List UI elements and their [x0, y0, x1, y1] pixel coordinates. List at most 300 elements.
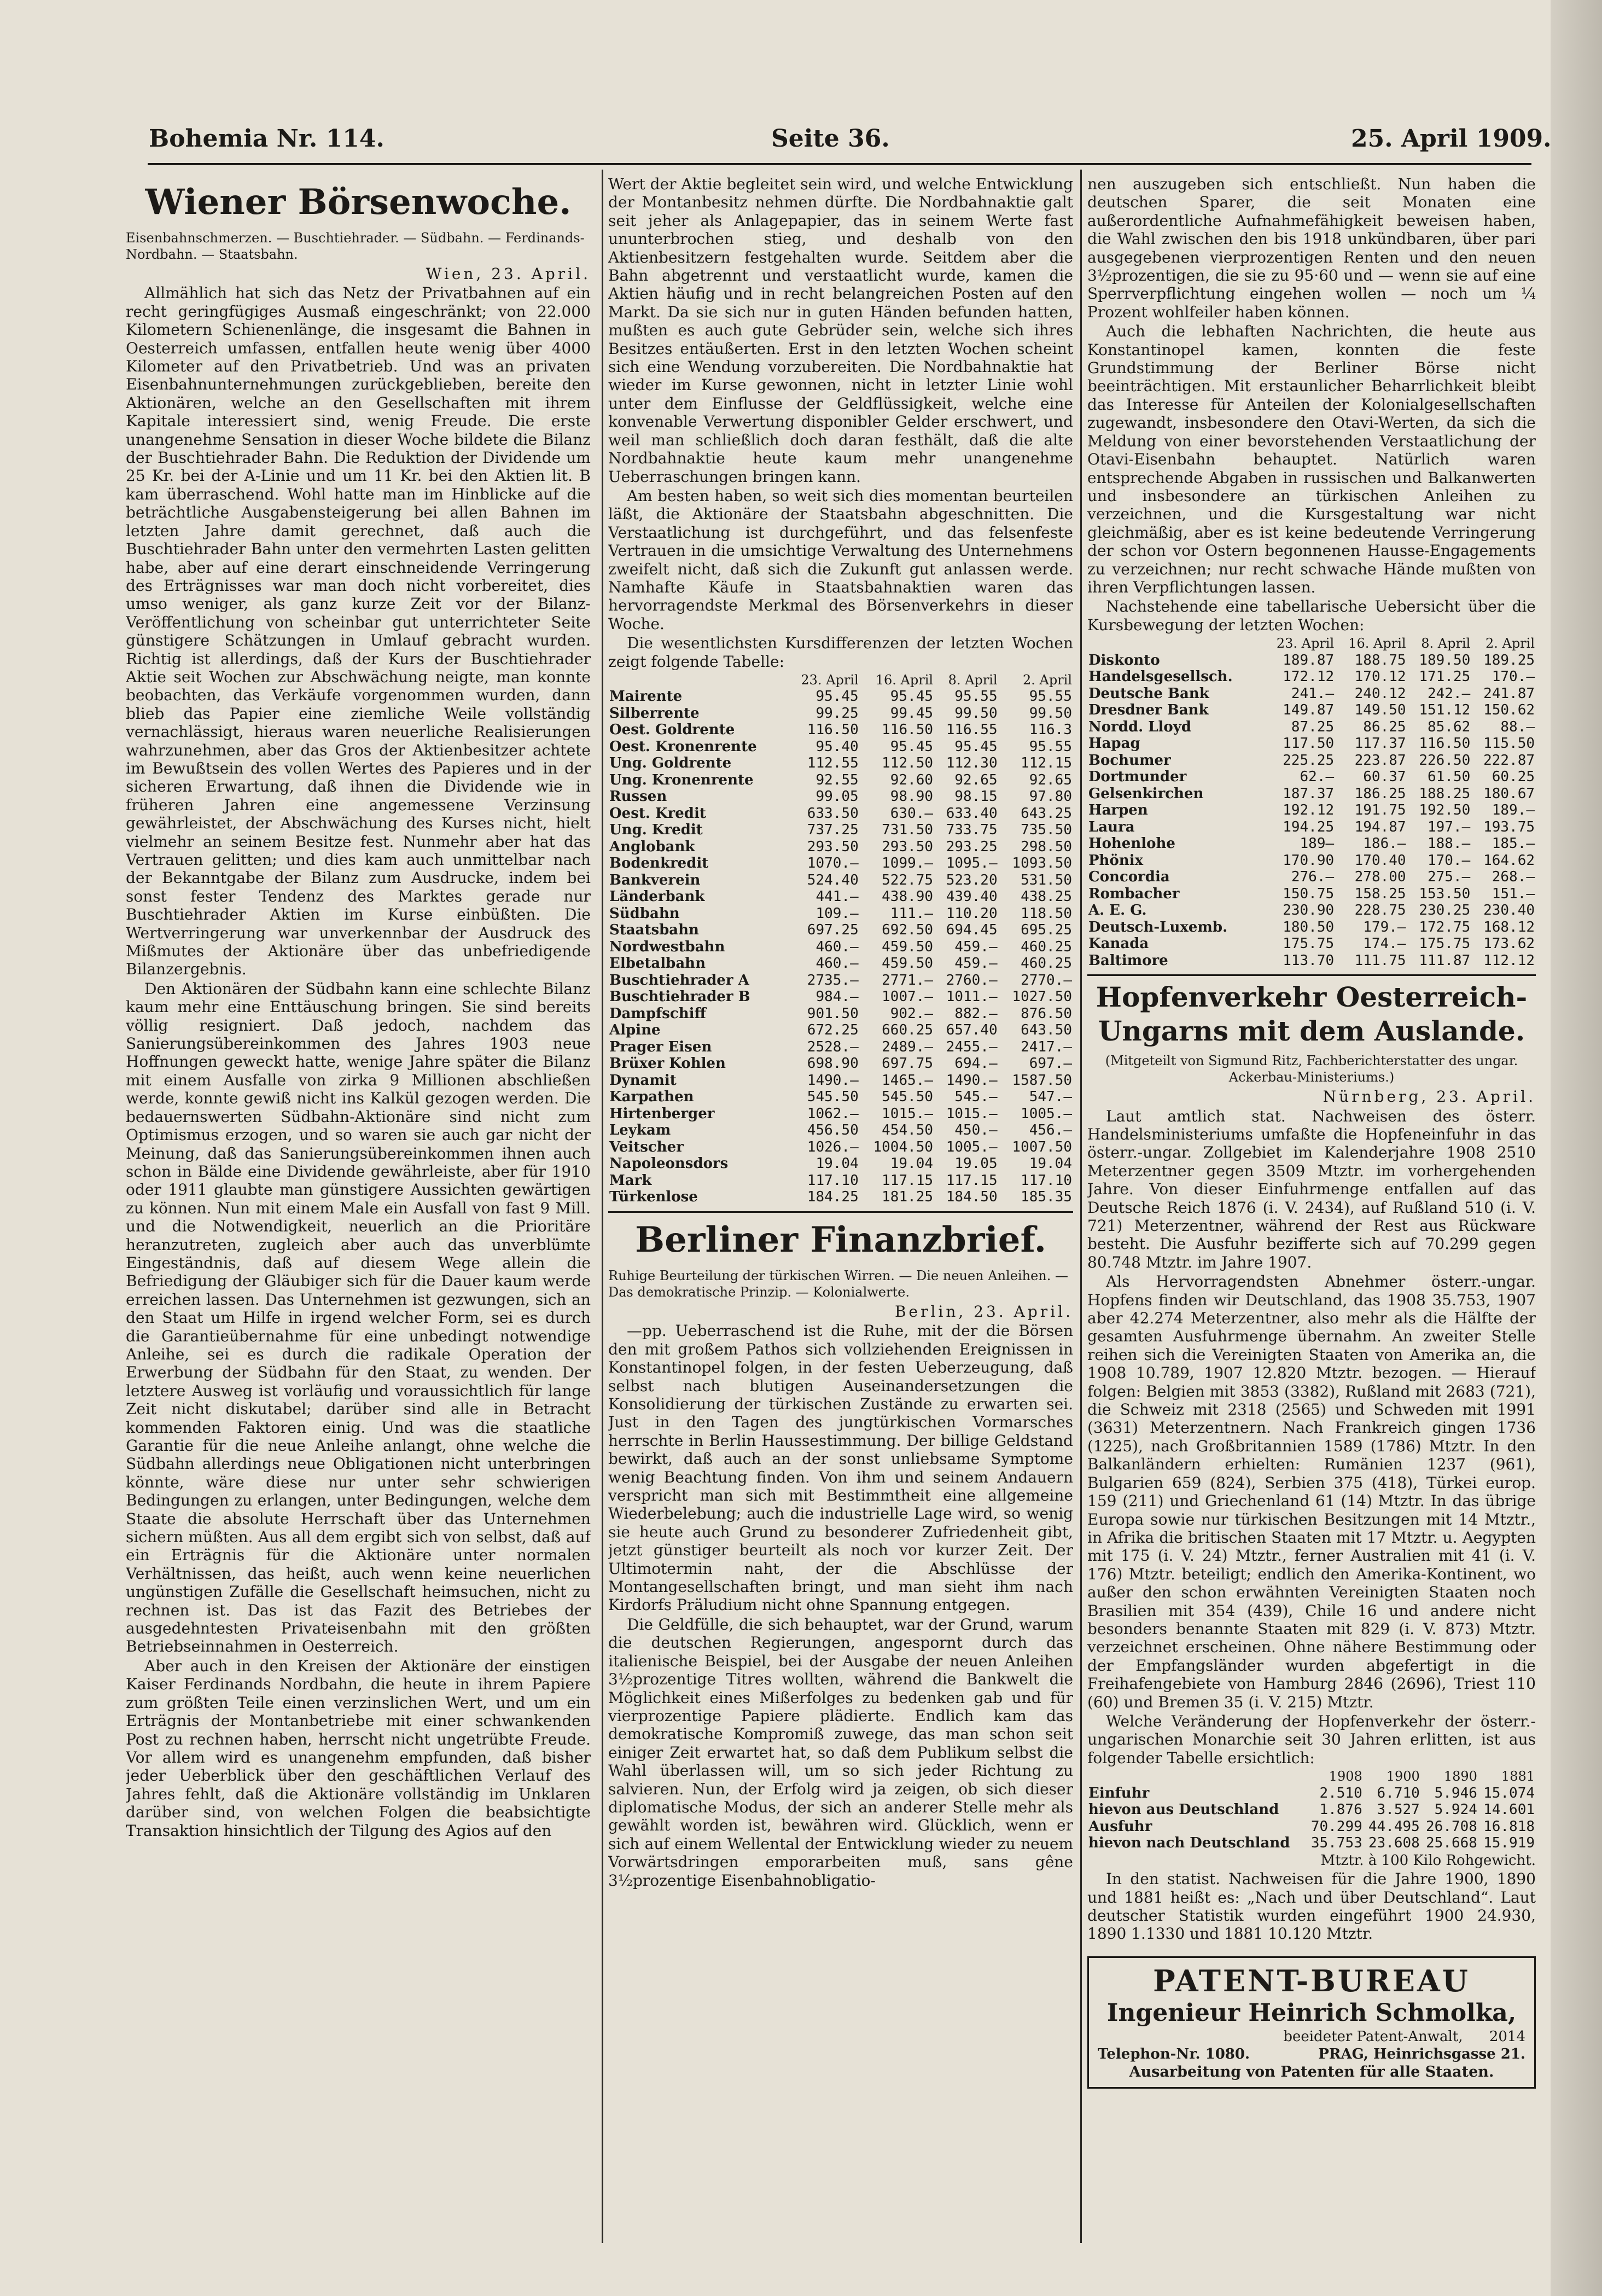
price-cell: 697.25 — [807, 922, 859, 939]
price-cell: 113.70 — [1283, 952, 1335, 969]
table-header-cell: 23. April — [801, 672, 859, 688]
security-name: Kanada — [1088, 935, 1149, 952]
table-row — [608, 1172, 1073, 1189]
price-cell: 293.50 — [807, 838, 859, 855]
security-name: Türkenlose — [609, 1189, 698, 1206]
table-row — [608, 739, 1073, 755]
price-cell: 460.25 — [1021, 938, 1072, 955]
table-header-cell: 8. April — [1421, 636, 1471, 652]
price-cell: 95.45 — [954, 738, 998, 755]
price-cell: 150.62 — [1483, 702, 1535, 719]
price-cell: 1015.— — [946, 1105, 998, 1122]
price-cell: 523.20 — [946, 871, 998, 888]
price-cell: 5.924 — [1434, 1801, 1477, 1818]
price-cell: 97.80 — [1029, 788, 1072, 805]
price-cell: 450.— — [954, 1122, 998, 1139]
security-name: Alpine — [609, 1022, 661, 1039]
article-headline: Hopfenverkehr Oesterreich-Ungarns mit dem Auslande. — [1096, 981, 1528, 1048]
price-cell: 228.75 — [1354, 902, 1406, 919]
table-row — [1087, 685, 1536, 702]
table-row — [608, 755, 1073, 772]
security-name: Buschtiehrader A — [609, 972, 749, 989]
price-cell: 19.04 — [890, 1155, 934, 1172]
price-cell: 189.50 — [1419, 652, 1471, 669]
price-cell: 242.— — [1427, 685, 1471, 702]
price-cell: 657.40 — [946, 1022, 998, 1039]
table-header-cell — [1087, 635, 1263, 652]
security-name: Deutsche Bank — [1088, 685, 1209, 702]
price-cell: 16.818 — [1483, 1818, 1535, 1835]
table-row — [1087, 902, 1536, 919]
price-cell: 188.25 — [1419, 785, 1471, 802]
price-cell: 1007.— — [882, 989, 934, 1005]
price-cell: 92.60 — [890, 771, 934, 788]
price-cell: 111.— — [890, 905, 934, 922]
security-name: Hapag — [1088, 735, 1140, 752]
price-cell: 117.37 — [1354, 735, 1406, 752]
ad-subtitle — [1098, 2028, 1525, 2045]
security-name: Anglobank — [609, 838, 695, 855]
price-cell: 85.62 — [1427, 718, 1471, 735]
price-cell: 643.25 — [1021, 805, 1072, 822]
security-name: Elbetalbahn — [609, 955, 706, 972]
price-cell: 1062.— — [807, 1105, 859, 1122]
price-cell: 92.65 — [1029, 771, 1072, 788]
table-row — [1087, 835, 1536, 852]
table-row — [1087, 869, 1536, 886]
price-cell: 460.25 — [1021, 955, 1072, 972]
security-name: Buschtiehrader B — [609, 989, 750, 1005]
price-cell: 226.50 — [1419, 752, 1471, 769]
table-row — [1087, 1818, 1536, 1835]
price-cell: 694.45 — [946, 922, 998, 939]
price-cell: 1027.50 — [1012, 989, 1072, 1005]
price-cell: 223.87 — [1354, 752, 1406, 769]
price-cell: 92.55 — [815, 771, 859, 788]
security-name: Ung. Kronenrente — [609, 771, 754, 788]
price-cell: 19.04 — [1029, 1155, 1072, 1172]
price-cell: 735.50 — [1021, 822, 1072, 839]
security-name: Dynamit — [609, 1072, 677, 1089]
price-cell: 19.04 — [815, 1155, 859, 1172]
security-name: Diskonto — [1088, 652, 1160, 669]
price-cell: 174.— — [1363, 935, 1406, 952]
price-cell: 23.608 — [1368, 1835, 1420, 1852]
price-cell: 438.25 — [1021, 888, 1072, 905]
price-cell: 230.25 — [1419, 902, 1471, 919]
price-cell: 531.50 — [1021, 871, 1072, 888]
table-header-cell: 16. April — [875, 672, 934, 688]
price-cell: 197.— — [1427, 818, 1471, 835]
ad-title: PATENT-BUREAU — [1153, 1963, 1470, 1998]
price-cell: 98.90 — [890, 788, 934, 805]
table-row — [608, 705, 1073, 722]
price-cell: 524.40 — [807, 871, 859, 888]
price-cell: 181.25 — [882, 1189, 934, 1206]
table-row — [1087, 852, 1536, 869]
paragraph: Wert der Aktie begleitet sein wird, und welche Entwicklung der Montanbesitz nehmen dürfte. Die Nordbahnaktie galt seit jeher als Anlagepapier, das in seinem Werte fast ununterbrochen stieg, und deshalb von den Aktienbesitzern festgehalten wurde. Seitdem aber die Bahn abgetrennt und verstaatlicht wurde, kamen die Aktien häufig und in recht belangreichen Posten auf den Markt. Da sie sich nur in guten Händen befunden hatten, mußten es auch gute Gebrüder sein, welche sich ihres Besitzes entäußerten. Erst in den letzten Wochen scheint sich eine Wendung vorzubereiten. Die Nordbahnaktie hat wieder im Kurse gewonnen, nicht in letzter Linie wohl unter dem Einflusse der Geldflüssigkeit, welche eine konvenable Verwertung disponibler Gelder erschwert, und weil man schließlich doch daran festhält, daß die alte Nordbahnaktie heute kaum mehr unangenehme Ueberraschungen bringen kann. — [608, 175, 1073, 486]
security-name: Bochumer — [1088, 752, 1171, 769]
security-name: Deutsch-Luxemb. — [1088, 919, 1228, 935]
price-cell: 164.62 — [1483, 852, 1535, 869]
price-cell: 112.15 — [1021, 755, 1072, 772]
price-cell: 1.876 — [1319, 1801, 1362, 1818]
table-row — [608, 922, 1073, 939]
price-cell: 1005.— — [946, 1138, 998, 1155]
price-cell: 92.65 — [954, 771, 998, 788]
price-cell: 902.— — [890, 1005, 934, 1022]
table-row — [1087, 935, 1536, 952]
table-header-cell: 2. April — [1485, 636, 1535, 652]
price-cell: 733.75 — [946, 822, 998, 839]
paragraph: —pp. Ueberraschend ist die Ruhe, mit der die Börsen den mit großem Pathos sich vollziehenden Ereignissen in Konstantinopel folgen, in der festen Ueberzeugung, daß selbst nach blutigen Auseinandersetzungen die Konsolidierung der türkischen Zustände zu erwarten sei. Just in den Tagen des jungtürkischen Vormarsches herrschte in Berlin Haussestimmung. Der billige Geldstand bewirkt, daß auch an der sonst unliebsame Symptome wenig Beachtung finden. Von ihm und seinem Andauern verspricht man sich mit Bestimmtheit eine allgemeine Wiederbelebung; auch die industrielle Lage wird, so wenig sie heute auch Grund zu besonderer Zufriedenheit gibt, jetzt günstiger beurteilt als noch vor kurzer Zeit. Der Ultimotermin naht, der die Abschlüsse der Montangesellschaften bringt, und man sieht ihm nach Kirdorfs Präludium nicht ohne Spannung entgegen. — [608, 1322, 1073, 1614]
price-cell: 633.50 — [807, 805, 859, 822]
price-cell: 112.55 — [807, 755, 859, 772]
price-cell: 149.87 — [1283, 702, 1335, 719]
price-cell: 275.— — [1427, 869, 1471, 886]
paragraph: In den statist. Nachweisen für die Jahre 1900, 1890 und 1881 heißt es: „Nach und über Deutschland“. Laut deutscher Statistik wurden eingeführt 1900 24.930, 1890 1.1330 und 1881 10.120 Mtztr. — [1087, 1870, 1536, 1943]
price-cell: 116.50 — [1419, 735, 1471, 752]
price-cell: 2528.— — [807, 1038, 859, 1055]
article-dateline: Nürnberg, 23. April. — [1323, 1088, 1536, 1106]
price-cell: 189.25 — [1483, 652, 1535, 669]
security-name: Südbahn — [609, 905, 680, 922]
price-cell: 179.— — [1363, 919, 1406, 935]
table-header-cell: 16. April — [1348, 636, 1406, 652]
price-cell: 6.710 — [1377, 1785, 1420, 1801]
price-cell: 44.495 — [1368, 1818, 1420, 1835]
price-cell: 35.753 — [1310, 1835, 1362, 1852]
price-cell: 643.50 — [1021, 1022, 1072, 1039]
table-row — [608, 1039, 1073, 1056]
price-cell: 660.25 — [882, 1022, 934, 1039]
security-name: Gelsenkirchen — [1088, 785, 1204, 802]
article-dateline: Berlin, 23. April. — [894, 1302, 1073, 1321]
price-cell: 95.55 — [1029, 738, 1072, 755]
security-name: Nordd. Lloyd — [1088, 718, 1192, 735]
price-cell: 1093.50 — [1012, 855, 1072, 872]
price-cell: 95.55 — [954, 688, 998, 705]
price-cell: 697.75 — [882, 1055, 934, 1072]
security-name: Veitscher — [609, 1138, 684, 1155]
security-name: Bankverein — [609, 871, 701, 888]
security-name: Dampfschiff — [609, 1005, 706, 1022]
price-cell: 522.75 — [882, 871, 934, 888]
price-cell: 95.40 — [815, 738, 859, 755]
security-name: Brüxer Kohlen — [609, 1055, 726, 1072]
price-cell: 185.— — [1492, 835, 1535, 852]
price-cell: 187.37 — [1283, 785, 1335, 802]
column-1 — [126, 175, 591, 2258]
paragraph: Den Aktionären der Südbahn kann eine schlechte Bilanz kaum mehr eine Enttäuschung bringen. Sie sind bereits völlig resigniert. Daß jedoch, nachdem das Sanierungsübereinkommen des Jahres 1903 neue Hoffnungen geweckt hatte, wenige Jahre später die Bilanz mit einem Ausfalle von zirka 9 Millionen abschließen werde, konnte gewiß nicht ins Kalkül gezogen werden. Die bedauernswerten Südbahn-Aktionäre sind nicht zum Optimismus erzogen, und so waren sie auch gar nicht der Meinung, daß das Sanierungsübereinkommen ihnen auch schon in Bälde eine Dividende gewährleiste, aber für 1910 oder 1911 glaubte man günstigere Aussichten gewärtigen zu können. Nun mit einem Male ein Ausfall von fast 9 Mill. und die Notwendigkeit, neuerlich an die Prioritäre heranzutreten, zugleich aber auch das unverblümte Eingeständnis, daß auf diesem Wege allein die Befriedigung der Gläubiger sich für die Dauer kaum werde erreichen lassen. Das Unternehmen ist gezwungen, sich an den Staat um Hilfe in irgend welcher Form, sei es durch die Garantieübernahme für eine unbedingt notwendige Anleihe, sei es durch die radikale Operation der Erwerbung der Südbahn für den Staat, zu wenden. Der letztere Ausweg ist vorläufig und voraussichtlich für lange Zeit nicht diskutabel; darüber sind alle in Betracht kommenden Faktoren einig. Und was die staatliche Garantie für die neue Anleihe anlangt, ohne welche die Südbahn allerdings neue Obligationen nicht unterbringen könnte, wäre diese nur unter sehr schwierigen Bedingungen zu erlangen, unter Bedingungen, welche dem Staate die absolute Herrschaft über das Unternehmen sichern müßten. Aus all dem ergibt sich von selbst, daß auf ein Erträgnis für die Aktionäre unter normalen Verhältnissen, das heißt, auch wenn keine neuerlichen ungünstigen Zufälle die Gesellschaft heimsuchen, nicht zu rechnen ist. Das ist das Fazit des Betriebes der ausgedehntesten Privateisenbahn mit den größten Betriebseinnahmen in Oesterreich. — [126, 979, 591, 1656]
issue-label: Bohemia Nr. 114. — [149, 125, 385, 153]
price-cell: 115.50 — [1483, 735, 1535, 752]
table-row — [608, 1189, 1073, 1206]
price-cell: 151.— — [1492, 885, 1535, 902]
paragraph: Nachstehende eine tabellarische Uebersicht über die Kursbewegung der letzten Wochen: — [1087, 597, 1536, 634]
price-cell: 112.12 — [1483, 952, 1535, 969]
paragraph: Aber auch in den Kreisen der Aktionäre der einstigen Kaiser Ferdinands Nordbahn, die heute in ihrem Papiere zum größten Teile einen verzinslichen Wert, und um ein Erträgnis der Montanbetriebe mit einer schwankenden Post zu rechnen haben, herrscht nicht ungetrübte Freude. Vor allem wird es unangenehm empfunden, daß bisher jeder Ueberblick über den geschäftlichen Verlauf des Jahres fehlt, daß die Aktionäre vollständig im Unklaren darüber sind, von welchen Folgen die beabsichtigte Transaktion hinsichtlich der Tilgung des Agios auf den — [126, 1656, 591, 1840]
price-cell: 298.50 — [1021, 838, 1072, 855]
security-name: Oest. Kredit — [609, 805, 706, 822]
price-cell: 170.90 — [1283, 852, 1335, 869]
table-row — [608, 788, 1073, 805]
table-row — [1087, 919, 1536, 936]
table-row — [1087, 702, 1536, 719]
price-cell: 186.25 — [1354, 785, 1406, 802]
price-cell: 117.50 — [1283, 735, 1335, 752]
table-row — [1087, 1835, 1536, 1852]
price-cell: 276.— — [1291, 869, 1335, 886]
table-row — [608, 1022, 1073, 1039]
price-cell: 117.10 — [1021, 1172, 1072, 1189]
table-row — [1087, 952, 1536, 969]
security-name: Hirtenberger — [609, 1105, 715, 1122]
price-cell: 630.— — [890, 805, 934, 822]
table-row — [608, 1089, 1073, 1106]
price-cell: 459.50 — [882, 955, 934, 972]
paragraph: Die Geldfülle, die sich behauptet, war der Grund, warum die deutschen Regierungen, angespornt durch das italienische Beispiel, bei der Ausgabe der neuen Anleihen 3½prozentige Titres wollten, während die Bankwelt die Möglichkeit eines Mißerfolges zu bedenken gab und für vierprozentige Papiere plädierte. Endlich kam das demokratische Kompromiß zuwege, das man schon seit einiger Zeit erwartet hat, so daß dem Publikum selbst die Wahl überlassen will, um so sich jeder Richtung zu salvieren. Nun, der Erfolg wird ja zeigen, ob sich dieser diplomatische Modus, der sich an anderer Stelle mehr als gewählt worden ist, bewähren wird. Glücklich, wenn er sich auf einem Wellental der Entwicklung wieder zu neuem Vorwärtsdringen emporarbeiten muß, sans gêne 3½prozentige Eisenbahnobligatio- — [608, 1615, 1073, 1890]
price-cell: 15.919 — [1483, 1835, 1535, 1852]
price-cell: 62.— — [1300, 769, 1335, 786]
ad-name: Ingenieur Heinrich Schmolka, — [1106, 1998, 1517, 2027]
price-cell: 191.75 — [1354, 802, 1406, 819]
price-cell: 172.12 — [1283, 669, 1335, 685]
price-cell: 180.50 — [1283, 919, 1335, 935]
price-cell: 439.40 — [946, 888, 998, 905]
price-cell: 694.— — [954, 1055, 998, 1072]
article-subheads: Eisenbahnschmerzen. — Buschtiehrader. — Südbahn. — Ferdinands-Nordbahn. — Staatsbahn. — [126, 230, 585, 262]
price-cell: 111.87 — [1419, 952, 1471, 969]
price-cell: 99.50 — [1029, 705, 1072, 722]
price-cell: 456.50 — [807, 1122, 859, 1139]
paragraph: Am besten haben, so weit sich dies momentan beurteilen läßt, die Aktionäre der Staatsbahn abgeschnitten. Die Verstaatlichung ist durchgeführt, und das felsenfeste Vertrauen in die umsichtige Verwaltung des Unternehmens zweifelt nicht, daß sich die Zukunft gut anlassen werde. Namhafte Käufe in Staatsbahnaktien waren das hervorragendste Merkmal des Börsenverkehrs in dieser Woche. — [608, 486, 1073, 633]
table-header-cell: 1890 — [1443, 1769, 1477, 1785]
table-row — [1087, 819, 1536, 836]
security-name: Ausfuhr — [1088, 1818, 1152, 1835]
security-name: Dresdner Bank — [1088, 702, 1209, 719]
price-cell: 241.87 — [1483, 685, 1535, 702]
price-cell: 170.— — [1492, 669, 1535, 685]
price-cell: 293.50 — [882, 838, 934, 855]
price-cell: 5.946 — [1434, 1785, 1477, 1801]
price-cell: 901.50 — [807, 1005, 859, 1022]
price-cell: 194.25 — [1283, 818, 1335, 835]
price-cell: 876.50 — [1021, 1005, 1072, 1022]
paragraph: Die wesentlichsten Kursdifferenzen der letzten Wochen zeigt folgende Tabelle: — [608, 634, 1073, 671]
price-cell: 175.75 — [1419, 935, 1471, 952]
price-cell: 547.— — [1029, 1089, 1072, 1106]
price-cell: 116.3 — [1029, 722, 1072, 739]
price-cell: 268.— — [1492, 869, 1535, 886]
article-dateline: Wien, 23. April. — [426, 265, 591, 283]
price-cell: 172.75 — [1419, 919, 1471, 935]
paragraph: Auch die lebhaften Nachrichten, die heute aus Konstantinopel kamen, konnten die feste Grundstimmung der Berliner Börse nicht beeinträchtigen. Mit erstaunlicher Beharrlichkeit bleibt das Interesse für Anteilen der Kolonialgesellschaften zugewandt, insbesondere den Otavi-Werten, da sich die Meldung von einer bevorstehenden Verstaatlichung der Otavi-Eisenbahn behauptet. Natürlich waren entsprechende Abgaben in russischen und Balkanwerten und insbesondere an türkischen Anleihen zu verzeichnen, und die Kursgestaltung war nicht gleichmäßig, aber es ist keine bedeutende Verringerung der schon vor Ostern begonnenen Hausse-Engagements zu verzeichnen; nur recht schwache Hände mußten von ihren Verpflichtungen lassen. — [1087, 322, 1536, 596]
column-2 — [608, 175, 1073, 2258]
ad-phone: Telephon-Nr. 1080. — [1098, 2045, 1250, 2062]
security-name: Oest. Kronenrente — [609, 738, 757, 755]
table-header-cell: 8. April — [948, 672, 998, 688]
price-cell: 293.25 — [946, 838, 998, 855]
security-name: Harpen — [1088, 802, 1148, 819]
security-name: Karpathen — [609, 1089, 694, 1106]
price-cell: 2760.— — [946, 972, 998, 989]
ad-role: beeideter Patent-Anwalt, — [1283, 2028, 1463, 2045]
price-cell: 1015.— — [882, 1105, 934, 1122]
table-header-cell — [608, 672, 788, 689]
table-row — [608, 839, 1073, 856]
table-row — [1087, 735, 1536, 752]
price-cell: 441.— — [815, 888, 859, 905]
table-row — [608, 1055, 1073, 1072]
table-row — [608, 1155, 1073, 1172]
price-cell: 110.20 — [946, 905, 998, 922]
table-header-cell: 1900 — [1386, 1769, 1420, 1785]
table-header-row — [1087, 635, 1536, 652]
table-row — [608, 722, 1073, 739]
security-name: Phönix — [1088, 852, 1144, 869]
price-cell: 240.12 — [1354, 685, 1406, 702]
table-row — [1087, 1785, 1536, 1802]
price-cell: 15.074 — [1483, 1785, 1535, 1801]
article-headline: Wiener Börsenwoche. — [145, 182, 572, 223]
price-cell: 460.— — [815, 955, 859, 972]
security-name: Hohenlohe — [1088, 835, 1175, 852]
price-cell: 633.40 — [946, 805, 998, 822]
price-cell: 545.50 — [807, 1089, 859, 1106]
security-name: Napoleonsdors — [609, 1155, 729, 1172]
table-row — [608, 939, 1073, 956]
security-name: Oest. Goldrente — [609, 722, 735, 739]
table-row — [1087, 669, 1536, 685]
price-cell: 173.62 — [1483, 935, 1535, 952]
security-name: Rombacher — [1088, 885, 1180, 902]
table-row — [1087, 719, 1536, 736]
price-cell: 149.50 — [1354, 702, 1406, 719]
column-rule-1 — [602, 170, 603, 2243]
article-subheads: Ruhige Beurteilung der türkischen Wirren. — Die neuen Anleihen. — Das demokratische Prinzip. — Kolonialwerte. — [608, 1268, 1068, 1300]
price-cell: 70.299 — [1310, 1818, 1362, 1835]
price-cell: 95.45 — [890, 738, 934, 755]
price-cell: 459.50 — [882, 938, 934, 955]
price-cell: 180.67 — [1483, 785, 1535, 802]
price-cell: 456.— — [1029, 1122, 1072, 1139]
price-cell: 19.05 — [954, 1155, 998, 1172]
price-cell: 87.25 — [1291, 718, 1335, 735]
price-cell: 171.25 — [1419, 669, 1471, 685]
price-cell: 184.25 — [807, 1189, 859, 1206]
price-cell: 185.35 — [1021, 1189, 1072, 1206]
price-cell: 86.25 — [1363, 718, 1406, 735]
table-header-cell: 1881 — [1501, 1769, 1535, 1785]
price-cell: 1099.— — [882, 855, 934, 872]
table-row — [1087, 752, 1536, 769]
price-cell: 99.05 — [815, 788, 859, 805]
table-row — [1087, 1801, 1536, 1818]
section-rule — [608, 1211, 1073, 1213]
price-cell: 1070.— — [807, 855, 859, 872]
paragraph: Welche Veränderung der Hopfenverkehr der österr.-ungarischen Monarchie seit 30 Jahren erlitten, ist aus folgender Tabelle ersichtlich: — [1087, 1712, 1536, 1767]
price-cell: 984.— — [815, 989, 859, 1005]
price-cell: 192.50 — [1419, 802, 1471, 819]
security-name: Leykam — [609, 1122, 671, 1139]
price-cell: 1095.— — [946, 855, 998, 872]
price-cell: 2.510 — [1319, 1785, 1362, 1801]
price-cell: 189— — [1300, 835, 1335, 852]
hops-unit-note: Mtztr. à 100 Kilo Rohgewicht. — [1320, 1852, 1536, 1869]
price-cell: 1007.50 — [1012, 1138, 1072, 1155]
price-cell: 1465.— — [882, 1072, 934, 1089]
table-row — [1087, 769, 1536, 786]
price-cell: 111.75 — [1354, 952, 1406, 969]
price-cell: 95.45 — [890, 688, 934, 705]
price-cell: 170.12 — [1354, 669, 1406, 685]
security-name: Mark — [609, 1172, 652, 1189]
hops-table — [1087, 1768, 1536, 1852]
price-cell: 188.75 — [1354, 652, 1406, 669]
security-name: Ung. Goldrente — [609, 755, 732, 772]
price-cell: 1004.50 — [873, 1138, 934, 1155]
price-cell: 99.50 — [954, 705, 998, 722]
price-cell: 153.50 — [1419, 885, 1471, 902]
page-number: Seite 36. — [771, 125, 890, 153]
security-name: Prager Eisen — [609, 1038, 712, 1055]
price-cell: 116.50 — [882, 722, 934, 739]
paragraph: Laut amtlich stat. Nachweisen des österr. Handelsministeriums umfaßte die Hopfeneinfuhr in das österr.-ungar. Zollgebiet im Kalenderjahre 1908 2510 Meterzentner gegen 3509 Mtztr. im vorhergehenden Jahre. Von dieser Einfuhrmenge entfallen auf das Deutsche Reich 1876 (i. V. 2434), auf Rußland 510 (i. V. 721) Meterzentner, während der Rest aus Rückware besteht. Die Ausfuhr bezifferte sich auf 70.299 gegen 80.748 Mtztr. im Jahre 1907. — [1087, 1107, 1536, 1271]
price-cell: 545.— — [954, 1089, 998, 1106]
security-name: Concordia — [1088, 869, 1170, 886]
price-cell: 25.668 — [1425, 1835, 1477, 1852]
table-row — [608, 1106, 1073, 1123]
vienna-price-table — [608, 672, 1073, 1206]
price-cell: 26.708 — [1425, 1818, 1477, 1835]
price-cell: 459.— — [954, 938, 998, 955]
paragraph: Allmählich hat sich das Netz der Privatbahnen auf ein recht geringfügiges Ausmaß eingeschränkt; von 22.000 Kilometern Schienenlänge, die insgesamt die Bahnen in Oesterreich umfassen, entfallen heute wenig über 4000 Kilometer auf den Privatbetrieb. Und was an privaten Eisenbahnunternehmungen zurückgeblieben, bereite den Aktionären, welche an den Gesellschaften mit ihrem Kapitale interessiert sind, wenig Freude. Die erste unangenehme Sensation in dieser Woche bildete die Bilanz der Buschtiehrader Bahn. Die Reduktion der Dividende um 25 Kr. bei der A-Linie und um 11 Kr. bei den Aktien lit. B kam überraschend. Wohl hatte man im Hinblicke auf die beträchtliche Ausgabensteigerung bei allen Bahnen im letzten Jahre damit gerechnet, daß auch die Buschtiehrader Bahn unter den vermehrten Lasten gelitten habe, aber auf eine derart einschneidende Verringerung des Erträgnisses war man doch nicht vorbereitet, dies umso weniger, als ganz kurze Zeit vor der Bilanz-Veröffentlichung von scheinbar gut unterrichteter Seite günstigere Schätzungen in Umlauf gebracht wurden. Richtig ist allerdings, daß der Kurs der Buschtiehrader Aktie seit Wochen zur Abschwächung neigte, man konnte beobachten, das Verkäufe vorgenommen wurden, dann blieb das Papier eine ziemliche Weile vollständig vernachlässigt, hieraus waren neuerliche Realisierungen wahrzunehmen, aber das Gros der Aktienbesitzer achtete im Bewußtsein des vollen Wertes des Papieres und in der sicheren Erwartung, daß ihnen die Dividende wie in früheren Jahren eine angemessene Verzinsung gewährleistet, der Abschwächung des Kurses nicht, hielt vielmehr an seinem Besitze fest. Nunmehr aber hat das Vertrauen gelitten; und dies kam auch unmittelbar nach der Bekanntgabe der Bilanz zum Ausdrucke, indem bei sonst fester Tendenz des Marktes gerade nur Buschtiehrader Aktien im Kurse einbüßten. Die Wertverringerung war unverkennbar der Ausdruck des Mißmutes der Aktionäre über das unbefriedigende Bilanzergebnis. — [126, 284, 591, 979]
patent-bureau-ad — [1087, 1956, 1536, 2089]
ad-number: 2014 — [1489, 2028, 1525, 2045]
security-name: A. E. G. — [1088, 902, 1147, 919]
security-name: Nordwestbahn — [609, 938, 725, 955]
price-cell: 189.87 — [1283, 652, 1335, 669]
price-cell: 116.55 — [946, 722, 998, 739]
price-cell: 1490.— — [946, 1072, 998, 1089]
price-cell: 230.90 — [1283, 902, 1335, 919]
security-name: Silberrente — [609, 705, 700, 722]
price-cell: 192.12 — [1283, 802, 1335, 819]
ad-contact — [1098, 2045, 1525, 2063]
column-3 — [1087, 175, 1536, 2258]
security-name: Ung. Kredit — [609, 822, 703, 839]
table-row — [1087, 652, 1536, 669]
price-cell: 95.45 — [815, 688, 859, 705]
table-header-cell: 1908 — [1329, 1769, 1362, 1785]
table-row — [608, 688, 1073, 705]
price-cell: 3.527 — [1377, 1801, 1420, 1818]
price-cell: 454.50 — [882, 1122, 934, 1139]
table-row — [608, 822, 1073, 839]
table-row — [1087, 886, 1536, 903]
price-cell: 882.— — [954, 1005, 998, 1022]
section-rule — [1087, 974, 1536, 976]
price-cell: 1005.— — [1021, 1105, 1072, 1122]
price-cell: 1587.50 — [1012, 1072, 1072, 1089]
price-cell: 14.601 — [1483, 1801, 1535, 1818]
security-name: Bodenkredit — [609, 855, 709, 872]
price-cell: 222.87 — [1483, 752, 1535, 769]
table-header-cell — [1087, 1768, 1306, 1785]
table-row — [608, 888, 1073, 905]
table-row — [1087, 786, 1536, 803]
